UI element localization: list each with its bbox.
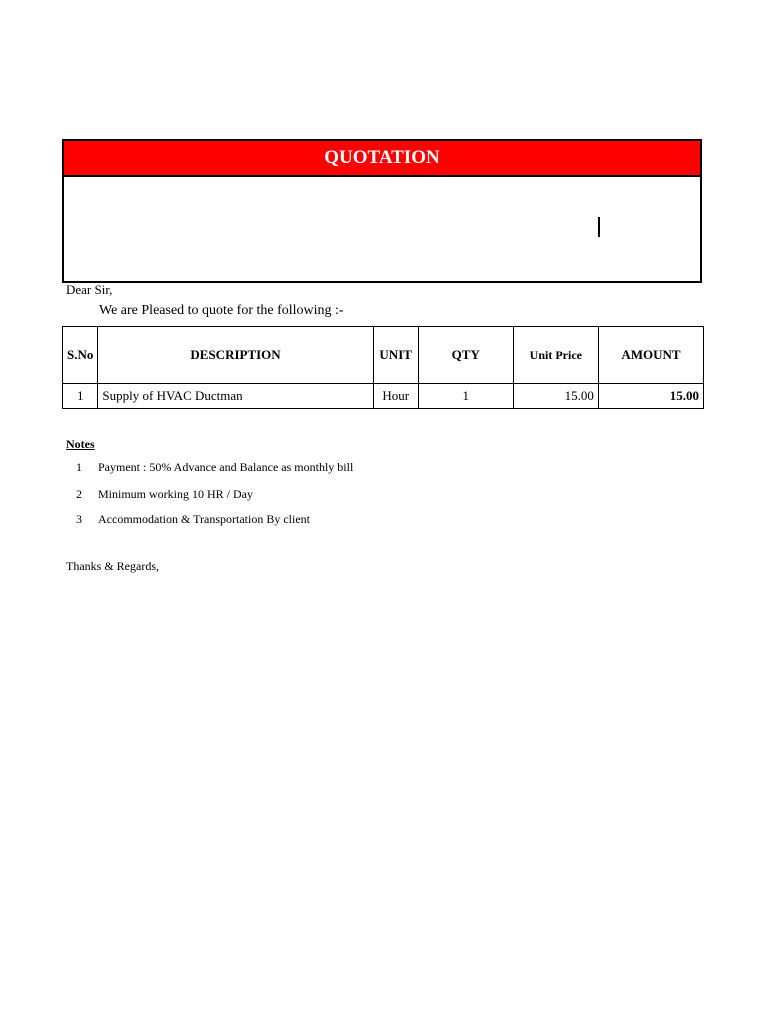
cell-unit: Hour bbox=[373, 384, 418, 409]
note-text: Payment : 50% Advance and Balance as monthly bill bbox=[98, 460, 354, 474]
header-unit-price: Unit Price bbox=[513, 327, 598, 384]
cell-sno: 1 bbox=[63, 384, 98, 409]
closing-text: Thanks & Regards, bbox=[66, 559, 159, 573]
table-header-row bbox=[63, 327, 704, 384]
text-cursor bbox=[598, 217, 600, 237]
intro-text: We are Pleased to quote for the following :- bbox=[99, 303, 344, 318]
notes-title: Notes bbox=[66, 437, 95, 451]
note-text: Minimum working 10 HR / Day bbox=[98, 487, 253, 501]
quotation-box bbox=[62, 139, 702, 283]
header-unit: UNIT bbox=[373, 327, 418, 384]
header-sno: S.No bbox=[63, 327, 98, 384]
header-qty: QTY bbox=[418, 327, 513, 384]
cell-unit-price: 15.00 bbox=[513, 384, 598, 409]
note-number: 2 bbox=[76, 487, 82, 501]
header-amount: AMOUNT bbox=[598, 327, 703, 384]
quotation-title: QUOTATION bbox=[324, 147, 440, 168]
greeting: Dear Sir, bbox=[66, 282, 113, 297]
quotation-header bbox=[64, 141, 700, 177]
note-number: 1 bbox=[76, 460, 82, 474]
note-text: Accommodation & Transportation By client bbox=[98, 512, 310, 526]
cell-qty: 1 bbox=[418, 384, 513, 409]
table-row bbox=[63, 384, 704, 409]
cell-description: Supply of HVAC Ductman bbox=[98, 384, 373, 409]
header-description: DESCRIPTION bbox=[98, 327, 373, 384]
cell-amount: 15.00 bbox=[598, 384, 703, 409]
note-number: 3 bbox=[76, 512, 82, 526]
items-table bbox=[62, 326, 704, 409]
